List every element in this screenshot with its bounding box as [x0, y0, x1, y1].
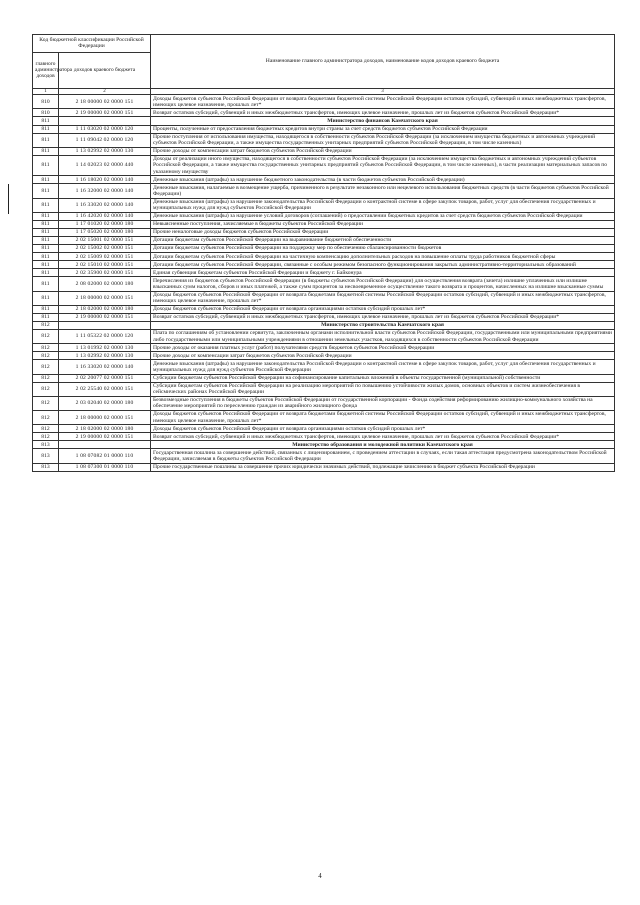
ministry-heading-row: [33, 441, 615, 449]
admin-code-cell: 813: [33, 449, 59, 463]
admin-code-cell: 812: [33, 321, 59, 329]
header-admin-column: главного администратора доходов: [33, 52, 59, 88]
admin-code-cell: 812: [33, 360, 59, 374]
revenue-name-cell: Доходы от реализации иного имущества, находящегося в собственности субъектов Российской Федерации (за исключением имущества бюджетных и автономных учреждений субъектов Российской Федерации, а также имущества государственных унитарных предприятий субъектов Российской Федерации, в том числе казенных), в части реализации материальных запасов по указанному имуществу: [151, 155, 615, 176]
table-row: [33, 352, 615, 360]
table-row: [33, 449, 615, 463]
revenue-name-cell: Доходы бюджетов субъектов Российской Федерации от возврата организациями остатков субсидий прошлых лет*: [151, 425, 615, 433]
header-code-column: доходов краевого бюджета: [59, 52, 151, 88]
page-number: 4: [318, 872, 322, 880]
revenue-code-cell: 2 18 00000 02 0000 151: [59, 291, 151, 305]
revenue-code-cell: 1 14 02023 02 0000 440: [59, 155, 151, 176]
revenue-name-cell: Безвозмездные поступления в бюджеты субъектов Российской Федерации от государственной корпорации - Фонда содействия реформированию жилищно-коммунального хозяйства на обеспечение мероприятий по переселению граждан из аварийного жилищного фонда: [151, 396, 615, 410]
table-row: [33, 305, 615, 313]
revenue-code-cell: [59, 321, 151, 329]
admin-code-cell: 812: [33, 374, 59, 382]
admin-code-cell: 811: [33, 237, 59, 245]
admin-code-cell: 811: [33, 245, 59, 253]
admin-code-cell: 811: [33, 221, 59, 229]
revenue-code-cell: 1 16 33020 02 0000 140: [59, 198, 151, 212]
revenue-name-cell: Денежные взыскания (штрафы) за нарушение бюджетного законодательства (в части бюджетов субъектов Российской Федерации): [151, 176, 615, 184]
revenue-name-cell: Денежные взыскания (штрафы) за нарушение условий договоров (соглашений) о предоставлении бюджетных кредитов за счет средств бюджетов субъектов Российской Федерации: [151, 212, 615, 220]
admin-code-cell: 811: [33, 291, 59, 305]
table-row: [33, 329, 615, 343]
table-row: [33, 176, 615, 184]
revenue-name-cell: Денежные взыскания (штрафы) за нарушение законодательства Российской Федерации о контрактной системе в сфере закупок товаров, работ, услуг для обеспечения государственных и муниципальных нужд для нужд субъектов Российской Федерации: [151, 198, 615, 212]
revenue-code-cell: 2 18 02000 02 0000 180: [59, 425, 151, 433]
table-row: [33, 374, 615, 382]
revenue-name-cell: Прочие доходы от компенсации затрат бюджетов субъектов Российской Федерации: [151, 147, 615, 155]
admin-code-cell: 811: [33, 155, 59, 176]
revenue-name-cell: Перечисления из бюджетов субъектов Российской Федерации (в бюджеты субъектов Российской Федерации) для осуществления возврата (зачета) излишне уплаченных или излишне взысканных сумм налогов, сборов и иных платежей, а также сумм процентов за несвоевременное осуществление такого возврата и процентов, начисленных на излишне взысканные суммы: [151, 277, 615, 291]
margin-mark: [8, 184, 9, 214]
table-row: [33, 382, 615, 396]
revenue-name-cell: Прочие поступления от использования имущества, находящегося в собственности субъектов Российской Федерации (за исключением имущества бюджетных и автономных учреждений субъектов Российской Федерации, а также имущества государственных унитарных предприятий субъектов Российской Федерации, в том числе казенных): [151, 133, 615, 147]
revenue-code-cell: [59, 441, 151, 449]
revenue-code-cell: 2 02 20077 02 0000 151: [59, 374, 151, 382]
revenue-name-cell: Доходы бюджетов субъектов Российской Федерации от возврата бюджетами бюджетной системы Российской Федерации остатков субсидий, субвенций и иных межбюджетных трансфертов, имеющих целевое назначение, прошлых лет*: [151, 291, 615, 305]
table-row: [33, 291, 615, 305]
revenue-code-cell: 1 17 01020 02 0000 180: [59, 221, 151, 229]
revenue-name-cell: Прочие доходы от компенсации затрат бюджетов субъектов Российской Федерации: [151, 352, 615, 360]
revenue-code-cell: 2 19 00000 02 0000 151: [59, 433, 151, 441]
admin-code-cell: 813: [33, 441, 59, 449]
revenue-code-cell: 2 19 00000 02 0000 151: [59, 313, 151, 321]
revenue-code-cell: 2 02 15009 02 0000 151: [59, 253, 151, 261]
table-row: [33, 269, 615, 277]
revenue-code-cell: 1 11 09042 02 0000 120: [59, 133, 151, 147]
table-row: [33, 221, 615, 229]
revenue-codes-table: [32, 34, 615, 472]
revenue-code-cell: 2 02 15001 02 0000 151: [59, 237, 151, 245]
revenue-code-cell: 2 02 15002 02 0000 151: [59, 245, 151, 253]
table-row: [33, 463, 615, 471]
revenue-code-cell: 1 16 32000 02 0000 140: [59, 184, 151, 198]
admin-code-cell: 812: [33, 411, 59, 425]
revenue-code-cell: 1 11 03020 02 0000 120: [59, 125, 151, 133]
revenue-code-cell: 1 16 42020 02 0000 140: [59, 212, 151, 220]
admin-code-cell: 811: [33, 147, 59, 155]
admin-code-cell: 811: [33, 184, 59, 198]
admin-code-cell: 811: [33, 125, 59, 133]
revenue-code-cell: 1 08 07082 01 0000 110: [59, 449, 151, 463]
admin-code-cell: 811: [33, 176, 59, 184]
table-row: [33, 237, 615, 245]
admin-code-cell: 811: [33, 229, 59, 237]
ministry-name-cell: Министерство строительства Камчатского края: [151, 321, 615, 329]
table-row: [33, 425, 615, 433]
table-row: [33, 344, 615, 352]
table-row: [33, 198, 615, 212]
revenue-name-cell: Субсидии бюджетам субъектов Российской Федерации на реализацию мероприятий по повышению устойчивости жилых домов, основных объектов и систем жизнеобеспечения в сейсмических районах Российской Федерации: [151, 382, 615, 396]
revenue-name-cell: Дотации бюджетам субъектов Российской Федерации на выравнивание бюджетной обеспеченности: [151, 237, 615, 245]
header-name-column: Наименование главного администратора доходов, наименование кодов доходов краевого бюджета: [151, 35, 615, 89]
table-row: [33, 433, 615, 441]
admin-code-cell: 810: [33, 109, 59, 117]
table-row: [33, 277, 615, 291]
admin-code-cell: 812: [33, 382, 59, 396]
table-row: [33, 245, 615, 253]
revenue-code-cell: 2 18 00000 02 0000 151: [59, 95, 151, 109]
ministry-name-cell: Министерство финансов Камчатского края: [151, 117, 615, 125]
admin-code-cell: 811: [33, 212, 59, 220]
admin-code-cell: 812: [33, 396, 59, 410]
admin-code-cell: 811: [33, 198, 59, 212]
revenue-name-cell: Доходы бюджетов субъектов Российской Федерации от возврата бюджетами бюджетной системы Российской Федерации остатков субсидий, субвенций и иных межбюджетных трансфертов, имеющих целевое назначение, прошлых лет*: [151, 95, 615, 109]
revenue-code-cell: 1 13 01992 02 0000 130: [59, 344, 151, 352]
revenue-name-cell: Прочие неналоговые доходы бюджетов субъектов Российской Федерации: [151, 229, 615, 237]
revenue-name-cell: Денежные взыскания (штрафы) за нарушение законодательства Российской Федерации о контрактной системе в сфере закупок товаров, работ, услуг для обеспечения государственных и муниципальных нужд для нужд субъектов Российской Федерации: [151, 360, 615, 374]
admin-code-cell: 812: [33, 425, 59, 433]
table-row: [33, 229, 615, 237]
admin-code-cell: 811: [33, 261, 59, 269]
revenue-name-cell: Дотации бюджетам субъектов Российской Федерации на поддержку мер по обеспечению сбалансированности бюджетов: [151, 245, 615, 253]
revenue-code-cell: 2 18 02000 02 0000 180: [59, 305, 151, 313]
admin-code-cell: 811: [33, 133, 59, 147]
revenue-code-cell: 1 11 05322 02 0000 120: [59, 329, 151, 343]
revenue-name-cell: Невыясненные поступления, зачисляемые в бюджеты субъектов Российской Федерации: [151, 221, 615, 229]
admin-code-cell: 811: [33, 313, 59, 321]
ministry-name-cell: Министерство образования и молодежной политики Камчатского края: [151, 441, 615, 449]
table-row: [33, 212, 615, 220]
table-row: [33, 109, 615, 117]
revenue-name-cell: Денежные взыскания, налагаемые в возмещение ущерба, причиненного в результате незаконного или нецелевого использования бюджетных средств (в части бюджетов субъектов Российской Федерации): [151, 184, 615, 198]
header-classification-group: Код бюджетной классификации Российской Федерации: [33, 35, 151, 53]
revenue-code-cell: 1 13 02992 02 0000 130: [59, 352, 151, 360]
revenue-name-cell: Государственная пошлина за совершение действий, связанных с лицензированием, с проведением аттестации в случаях, если такая аттестация предусмотрена законодательством Российской Федерации, зачисляемая в бюджеты субъектов Российской Федерации: [151, 449, 615, 463]
table-body: [33, 95, 615, 472]
admin-code-cell: 812: [33, 329, 59, 343]
revenue-name-cell: Субсидии бюджетам субъектов Российской Федерации на софинансирование капитальных вложений в объекты государственной (муниципальной) собственности: [151, 374, 615, 382]
admin-code-cell: 811: [33, 305, 59, 313]
header-col-number-1: 1: [33, 88, 59, 95]
revenue-code-cell: 2 08 02000 02 0000 180: [59, 277, 151, 291]
table-row: [33, 133, 615, 147]
revenue-name-cell: Прочие государственные пошлины за совершение прочих юридически значимых действий, подлежащие зачислению в бюджет субъекта Российской Федерации: [151, 463, 615, 471]
revenue-code-cell: 1 16 33020 02 0000 140: [59, 360, 151, 374]
table-row: [33, 411, 615, 425]
revenue-name-cell: Доходы бюджетов субъектов Российской Федерации от возврата бюджетами бюджетной системы Российской Федерации остатков субсидий, субвенций и иных межбюджетных трансфертов, имеющих целевое назначение, прошлых лет*: [151, 411, 615, 425]
revenue-code-cell: 1 17 05020 02 0000 180: [59, 229, 151, 237]
ministry-heading-row: [33, 117, 615, 125]
revenue-code-cell: 1 13 02992 02 0000 130: [59, 147, 151, 155]
table-row: [33, 261, 615, 269]
revenue-name-cell: Проценты, полученные от предоставления бюджетных кредитов внутри страны за счет средств бюджетов субъектов Российской Федерации: [151, 125, 615, 133]
table-row: [33, 313, 615, 321]
admin-code-cell: 811: [33, 117, 59, 125]
revenue-code-cell: 1 08 07300 01 0000 110: [59, 463, 151, 471]
table-row: [33, 95, 615, 109]
admin-code-cell: 812: [33, 344, 59, 352]
table-row: [33, 360, 615, 374]
revenue-name-cell: Плата по соглашениям об установлении сервитута, заключенным органами исполнительной власти субъектов Российской Федерации, государственными или муниципальными предприятиями либо государственными или муниципальными учреждениями в отношении земельных участков, находящихся в собственности субъектов Российской Федерации: [151, 329, 615, 343]
admin-code-cell: 811: [33, 253, 59, 261]
admin-code-cell: 812: [33, 352, 59, 360]
table-row: [33, 253, 615, 261]
admin-code-cell: 811: [33, 277, 59, 291]
revenue-code-cell: 2 02 15010 02 0000 151: [59, 261, 151, 269]
revenue-name-cell: Единая субвенция бюджетам субъектов Российской Федерации и бюджету г. Байконура: [151, 269, 615, 277]
revenue-name-cell: Возврат остатков субсидий, субвенций и иных межбюджетных трансфертов, имеющих целевое назначение, прошлых лет из бюджетов субъектов Российской Федерации*: [151, 313, 615, 321]
revenue-code-cell: 2 02 35900 02 0000 151: [59, 269, 151, 277]
revenue-code-cell: 2 19 00000 02 0000 151: [59, 109, 151, 117]
revenue-code-cell: 2 18 00000 02 0000 151: [59, 411, 151, 425]
table-row: [33, 184, 615, 198]
revenue-code-cell: 2 03 02040 02 0000 180: [59, 396, 151, 410]
header-col-number-3: 3: [151, 88, 615, 95]
revenue-name-cell: Доходы бюджетов субъектов Российской Федерации от возврата организациями остатков субсидий прошлых лет*: [151, 305, 615, 313]
revenue-code-cell: 1 16 18020 02 0000 140: [59, 176, 151, 184]
revenue-name-cell: Дотации бюджетам субъектов Российской Федерации на частичную компенсацию дополнительных расходов на повышение оплаты труда работников бюджетной сферы: [151, 253, 615, 261]
admin-code-cell: 811: [33, 269, 59, 277]
admin-code-cell: 810: [33, 95, 59, 109]
admin-code-cell: 812: [33, 433, 59, 441]
revenue-name-cell: Дотации бюджетам субъектов Российской Федерации, связанные с особым режимом безопасного функционирования закрытых административно-территориальных образований: [151, 261, 615, 269]
table-row: [33, 125, 615, 133]
ministry-heading-row: [33, 321, 615, 329]
admin-code-cell: 813: [33, 463, 59, 471]
table-row: [33, 147, 615, 155]
revenue-name-cell: Возврат остатков субсидий, субвенций и иных межбюджетных трансфертов, имеющих целевое назначение, прошлых лет из бюджетов субъектов Российской Федерации*: [151, 109, 615, 117]
table-row: [33, 396, 615, 410]
header-col-number-2: 2: [59, 88, 151, 95]
revenue-code-cell: 2 02 25540 02 0000 151: [59, 382, 151, 396]
revenue-name-cell: Возврат остатков субсидий, субвенций и иных межбюджетных трансфертов, имеющих целевое назначение, прошлых лет из бюджетов субъектов Российской Федерации*: [151, 433, 615, 441]
revenue-code-cell: [59, 117, 151, 125]
revenue-name-cell: Прочие доходы от оказания платных услуг (работ) получателями средств бюджетов субъектов Российской Федерации: [151, 344, 615, 352]
table-row: [33, 155, 615, 176]
